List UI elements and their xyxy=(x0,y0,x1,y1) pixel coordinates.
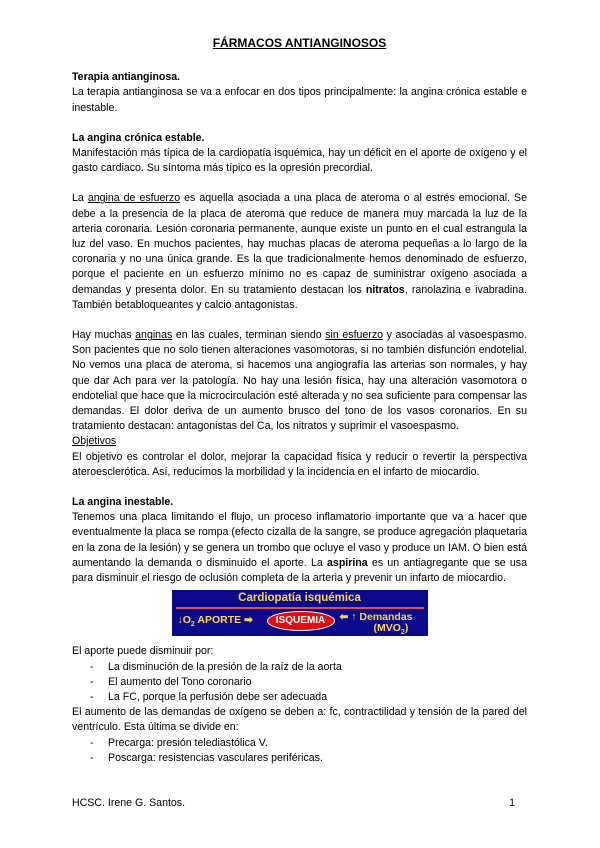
section-heading-angina-inestable: La angina inestable. xyxy=(72,496,174,509)
objetivos-label: Objetivos xyxy=(72,435,117,448)
left-arrow-icon: ⬅ xyxy=(339,611,349,624)
page-number: 1 xyxy=(509,797,515,809)
demandas-intro: El aumento de las demandas de oxígeno se deben a: fc, contractilidad y tensión de la pared del ventrículo. Esta última se divide en: xyxy=(72,706,527,734)
diagram-demandas: ⬅ ↑ Demandas $(MVO_2)$ xyxy=(339,611,413,637)
paragraph-vasoespasmo: Hay muchas anginas en las cuales, terminan siendo sin esfuerzo y asociadas al vasoespasmo. Son pacientes que no solo tienen alteraciones vasomotoras, si no también disfunción endotelial. No vemos una placa de ateroma, si hacemos una angiografía las arterias son normales, y hay que dar Ach para ver la patología. No hay una lesión física, hay una alteración vasomotora o endotelial que hace que la microcirculación esté alterada y no sea suficiente para compensar las demandas. El dolor deriva de un aumento brusco del tono de los vasos coronarios. En su tratamiento destacan: antagonistas del Ca, los nitratos y suprimir el vasoespasmo. xyxy=(72,329,527,433)
page-footer xyxy=(72,796,527,811)
list-item: - La disminución de la presión de la raíz de la aorta xyxy=(90,660,342,673)
diagram-aporte: $↓O_2$ APORTE ➡ xyxy=(177,614,253,629)
list-item: - Precarga: presión telediastólica V. xyxy=(90,736,268,749)
aporte-intro: El aporte puede disminuir por: xyxy=(72,645,214,658)
term-aspirina: aspirina xyxy=(327,556,368,569)
term-anginas: anginas xyxy=(135,329,173,342)
document-page xyxy=(72,36,527,766)
demandas-list xyxy=(72,736,527,766)
diagram-title: Cardiopatía isquémica xyxy=(238,592,361,605)
diagram-divider xyxy=(176,607,424,609)
list-item: - El aumento del Tono coronario xyxy=(90,675,252,688)
paragraph-angina-esfuerzo: La angina de esfuerzo es aquella asociada a una placa de ateroma o al estrés emocional. Se debe a la presencia de la placa de ateroma que reduce de manera muy marcada la luz de la arteria coronaria. Lesión coronaria permanente, aunque existe un punto en el cual estrangula la luz del vaso. En muchos pacientes, hay muchas placas de ateroma pequeñas a lo largo de la coronaria y no una única grande. Es la que tradicionalmente hemos denominado de esfuerzo, porque el paciente en un esfuerzo mínimo no es capaz de suministrar oxígeno asociada a demandas y presenta dolor. En su tratamiento destacan los nitratos, ranolazina e ivabradina. También betabloqueantes y calcio antagonistas. xyxy=(72,192,527,311)
up-arrow-icon: ↑ xyxy=(351,611,357,624)
section-heading-terapia: Terapia antianginosa. xyxy=(72,71,181,84)
paragraph-objetivos: El objetivo es controlar el dolor, mejorar la capacidad física y reducir o revertir la perspectiva ateroesclerótica. Así, reducimos la morbilidad y la incidencia en el infarto de miocardio. xyxy=(72,450,527,478)
section-heading-angina-estable: La angina crónica estable. xyxy=(72,131,205,144)
diagram-isquemia: ISQUEMIA xyxy=(267,611,335,631)
aporte-list xyxy=(72,660,527,706)
cardiopatia-isquemica-diagram xyxy=(172,590,428,636)
paragraph-angina-inestable: Tenemos una placa limitando el flujo, un proceso inflamatorio importante que va a hacer que eventualmente la placa se rompa (efecto cizalla de la sangre, se produce agregación plaquetaria en la zona de la lesión) y se genera un trombo que ocluye el vaso y produce un IAM. O bien está aumentando la demanda o disminuido el aporte. La aspirina es un antiagregante que se usa para disminuir el riesgo de oclusión completa de la arteria y prevenir un infarto de miocardio. xyxy=(72,511,527,585)
right-arrow-icon: ➡ xyxy=(244,614,253,627)
list-item: - La FC, porque la perfusión debe ser adecuada xyxy=(90,690,328,703)
footer-author: HCSC. Irene G. Santos. xyxy=(72,797,186,809)
down-arrow-icon: ↓ xyxy=(177,614,183,627)
term-nitratos: nitratos xyxy=(365,283,405,296)
paragraph-terapia: La terapia antianginosa se va a enfocar en dos tipos principalmente: la angina crónica estable e inestable. xyxy=(72,86,527,114)
list-item: - Poscarga: resistencias vasculares periféricas. xyxy=(90,751,323,764)
paragraph-angina-estable-intro: Manifestación más típica de la cardiopatía isquémica, hay un déficit en el aporte de oxígeno y el gasto cardiaco. Su síntoma más típico es la opresión precordial. xyxy=(72,147,527,175)
document-title: FÁRMACOS ANTIANGINOSOS xyxy=(212,36,387,50)
term-sin-esfuerzo: sin esfuerzo xyxy=(325,329,384,342)
term-angina-esfuerzo: angina de esfuerzo xyxy=(87,192,181,205)
